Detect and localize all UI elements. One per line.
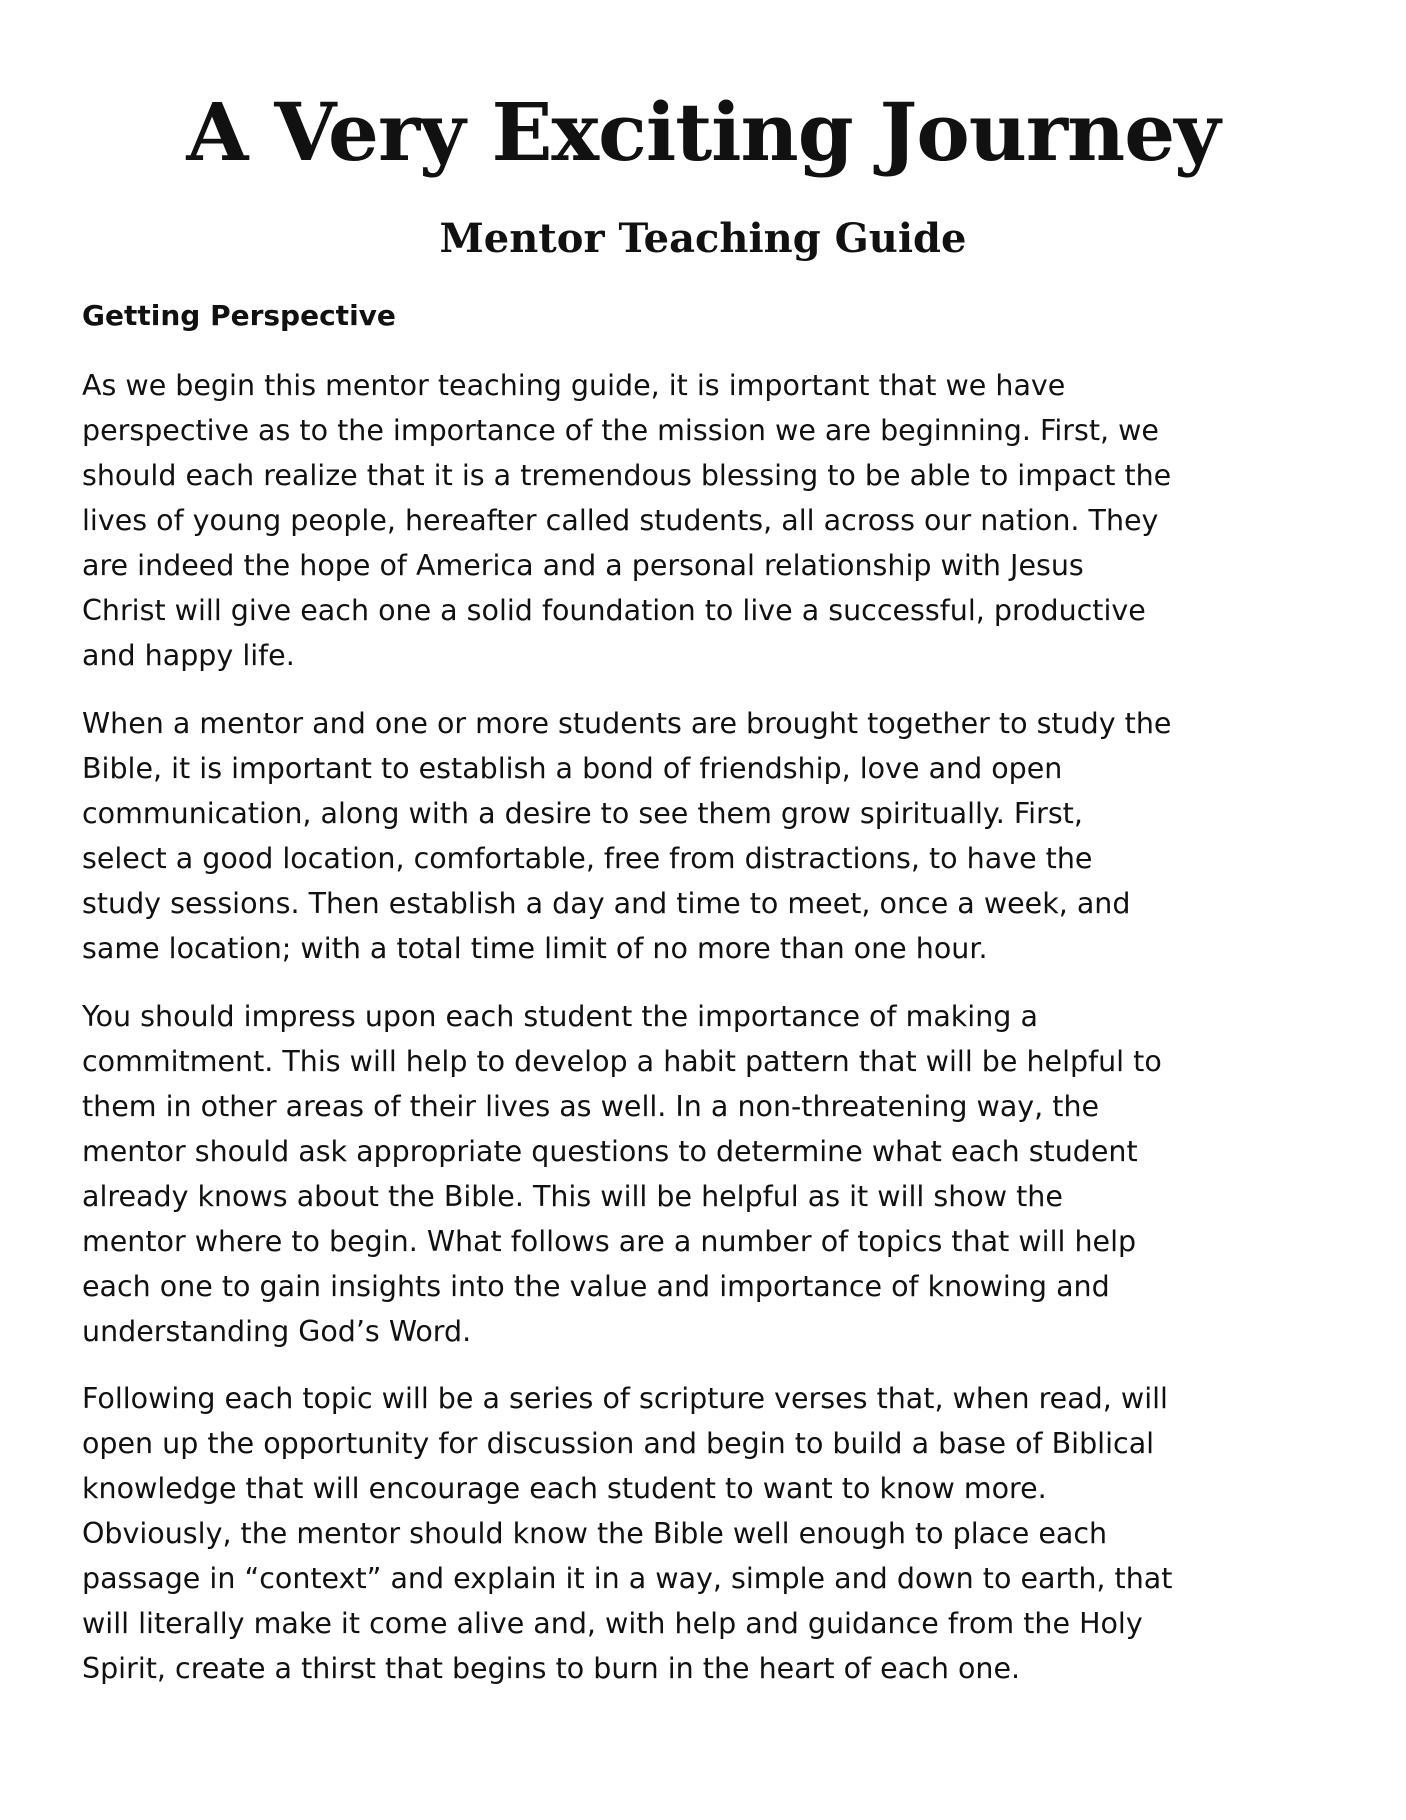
page-subtitle: Mentor Teaching Guide — [439, 215, 967, 262]
page-title: A Very Exciting Journey — [186, 85, 1220, 179]
body-paragraph-4: Following each topic will be a series of scripture verses that, when read, will open up the opportunity for discussion and begin to build a base of Biblical knowledge that will encourage each student to want to know more. Obviously, the mentor should know the Bible well enough to place each passage in “context” and explain it in a way, simple and down to earth, that will literally make it come alive and, with help and guidance from the Holy Spirit, create a thirst that begins to burn in the heart of each one. — [82, 1382, 1173, 1685]
body-paragraph-1: As we begin this mentor teaching guide, it is important that we have perspective as to the importance of the mission we are beginning. First, we should each realize that it is a tremendous blessing to be able to impact the lives of young people, hereafter called students, all across our nation. They are indeed the hope of America and a personal relationship with Jesus Christ will give each one a solid foundation to live a successful, productive and happy life. — [82, 369, 1172, 672]
body-paragraph-3: You should impress upon each student the importance of making a commitment. This will help to develop a habit pattern that will be helpful to them in other areas of their lives as well. In a non-threatening way, the mentor should ask appropriate questions to determine what each student already knows about the Bible. This will be helpful as it will show the mentor where to begin. What follows are a number of topics that will help each one to gain insights into the value and importance of knowing and understanding God’s Word. — [82, 1000, 1162, 1348]
section-heading: Getting Perspective — [82, 299, 396, 332]
body-paragraph-2: When a mentor and one or more students are brought together to study the Bible, it is important to establish a bond of friendship, love and open communication, along with a desire to see them grow spiritually. First, select a good location, comfortable, free from distractions, to have the study sessions. Then establish a day and time to meet, once a week, and same location; with a total time limit of no more than one hour. — [82, 707, 1172, 965]
